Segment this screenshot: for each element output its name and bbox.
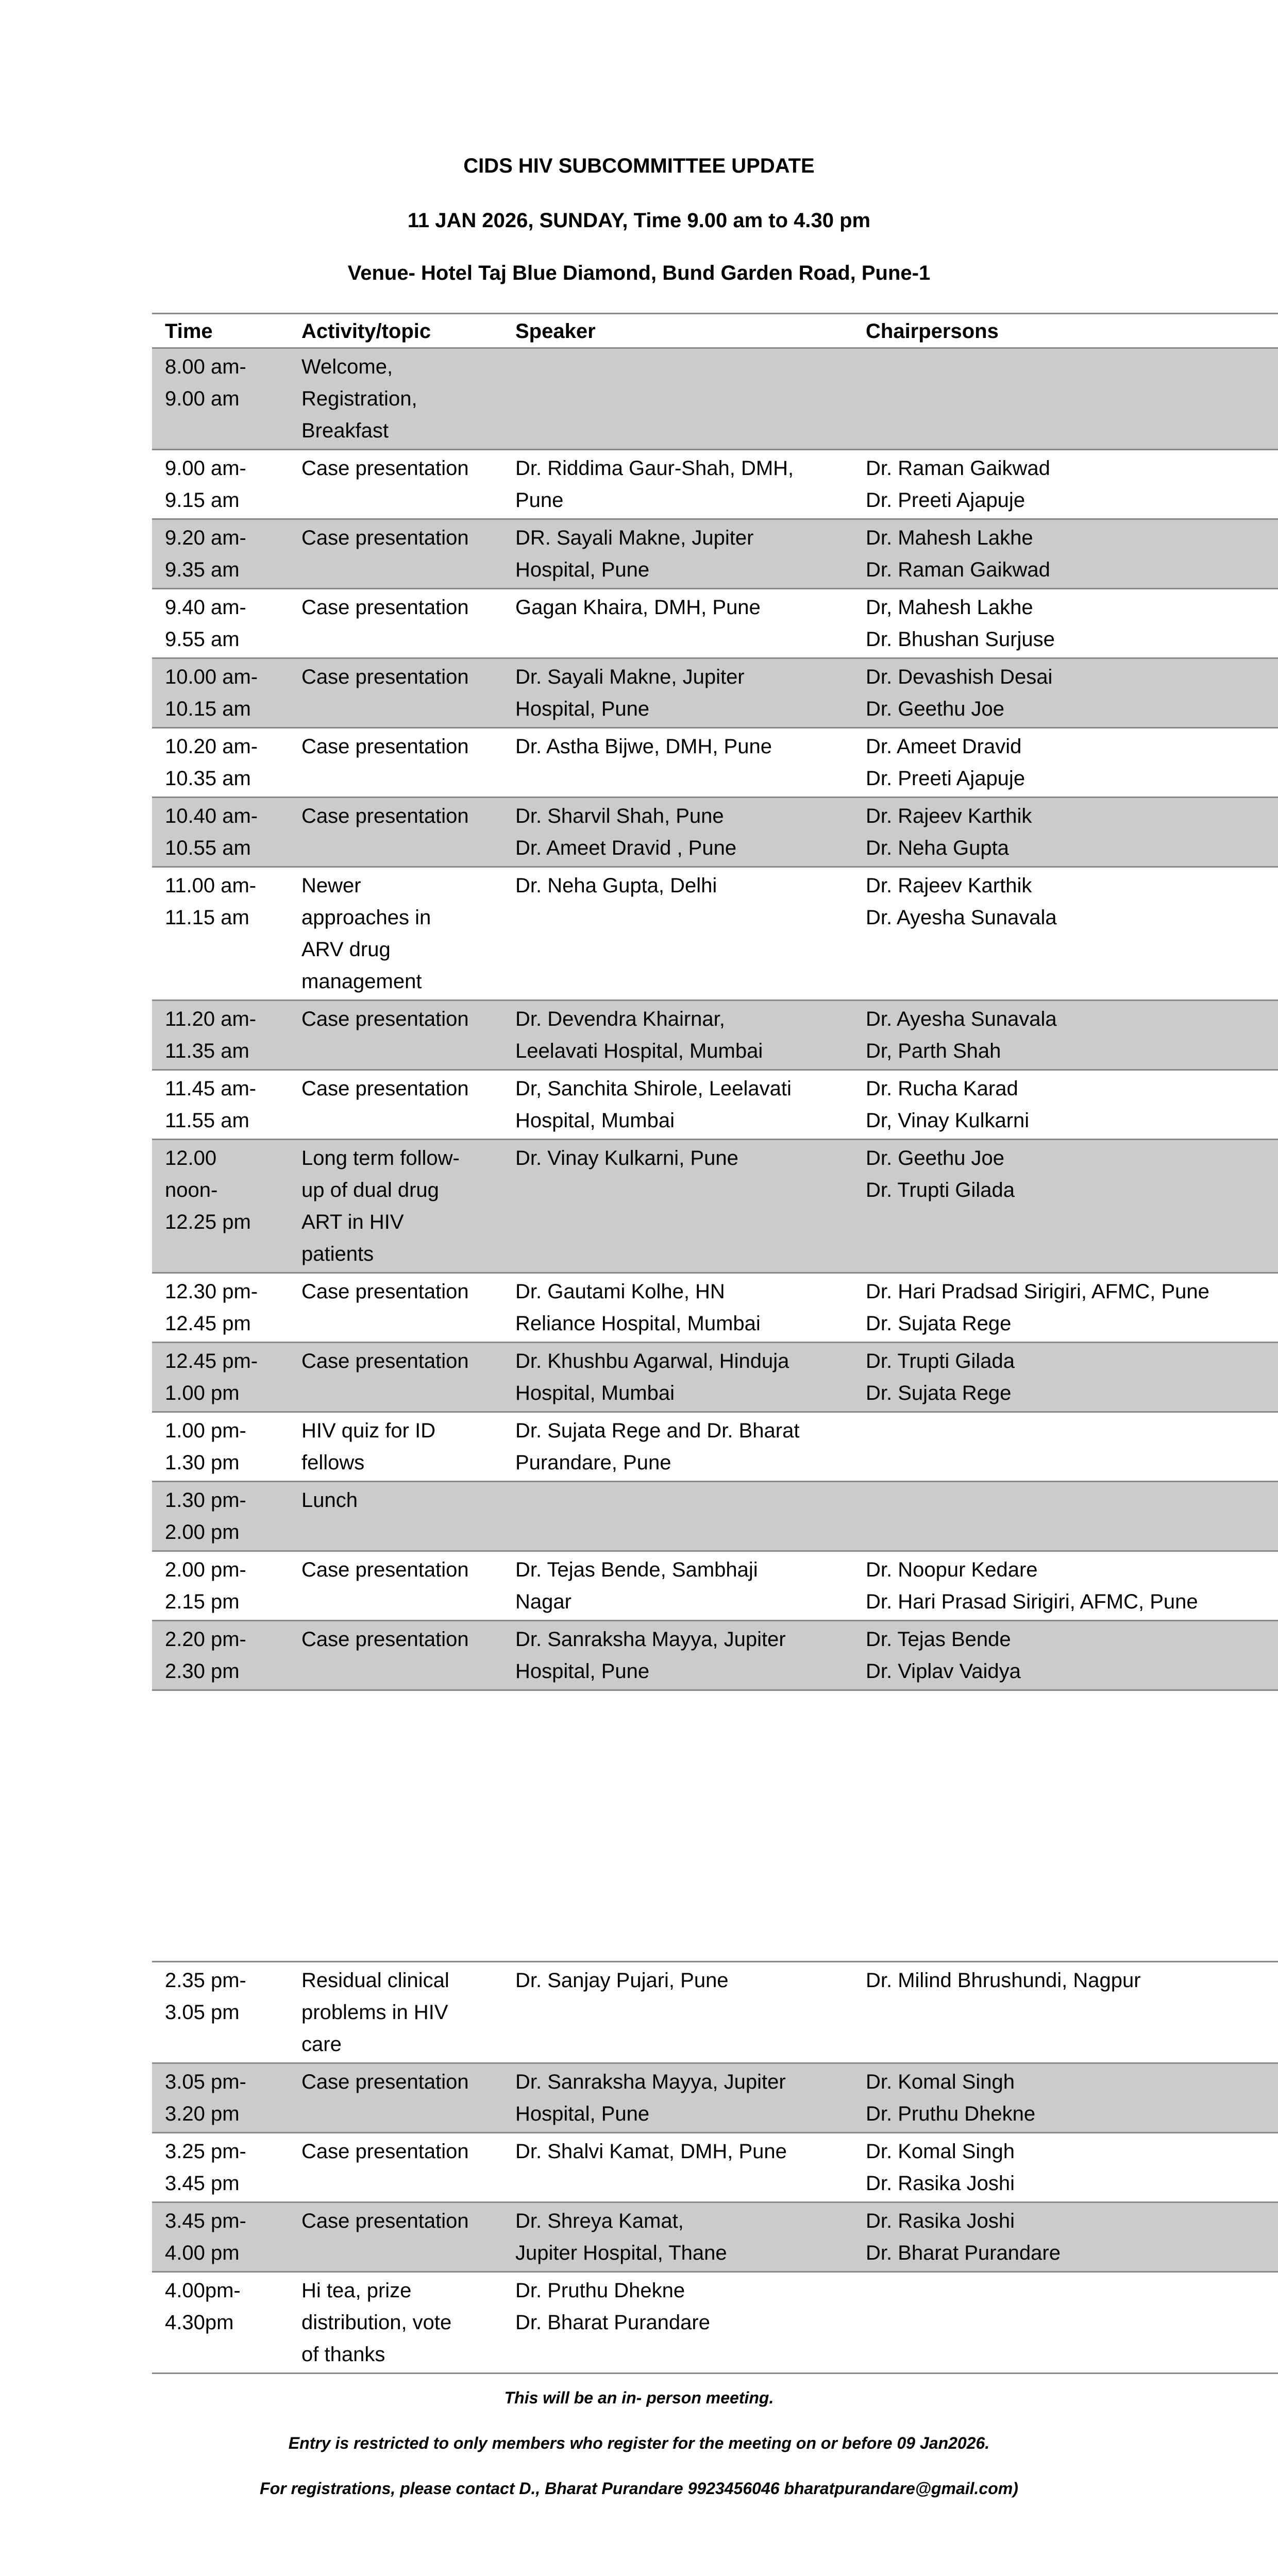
activity-cell-line: approaches in [301, 906, 431, 929]
activity-cell-line: fellows [301, 1451, 365, 1474]
speaker-cell-line: Dr. Ameet Dravid , Pune [515, 837, 737, 859]
time-cell-line: 2.20 pm- [165, 1628, 246, 1651]
chairpersons-cell [853, 1412, 1278, 1482]
chairpersons-cell [853, 728, 1278, 798]
chairpersons-cell [853, 2063, 1278, 2133]
table-row [152, 1551, 1278, 1621]
time-cell-line: 1.30 pm [165, 1451, 240, 1474]
chairpersons-cell-line: Dr, Mahesh Lakhe [866, 596, 1033, 619]
chairpersons-cell [853, 1962, 1278, 2063]
chairpersons-cell-line: Dr. Rajeev Karthik [866, 874, 1032, 897]
activity-cell-line: Case presentation [301, 1280, 469, 1303]
activity-cell [289, 519, 502, 589]
activity-cell-line: management [301, 970, 422, 993]
activity-cell-line: care [301, 2033, 342, 2056]
chairpersons-cell-line: Dr. Hari Pradsad Sirigiri, AFMC, Pune [866, 1280, 1209, 1303]
footer-note-registration: For registrations, please contact D., Bharat Purandare 9923456046 bharatpurandare@gmail.com) [260, 2479, 1018, 2498]
speaker-cell [502, 1070, 853, 1140]
time-cell-line: 11.35 am [165, 1040, 249, 1062]
activity-cell-line: up of dual drug [301, 1179, 439, 1201]
time-cell [152, 589, 289, 658]
chairpersons-cell-line: Dr. Milind Bhrushundi, Nagpur [866, 1969, 1141, 1992]
time-cell-line: 2.15 pm [165, 1590, 240, 1613]
time-cell [152, 1412, 289, 1482]
table-row [152, 658, 1278, 728]
chairpersons-cell-line: Dr. Trupti Gilada [866, 1350, 1015, 1372]
header-speaker: Speaker [502, 314, 853, 348]
activity-cell-line: Case presentation [301, 527, 469, 549]
chairpersons-cell-line: Dr. Sujata Rege [866, 1382, 1012, 1404]
table-row [152, 2133, 1278, 2202]
table-row [152, 519, 1278, 589]
speaker-cell [502, 1482, 853, 1551]
chairpersons-cell-line: Dr. Rucha Karad [866, 1077, 1018, 1100]
time-cell [152, 348, 289, 450]
speaker-cell-line: Hospital, Pune [515, 698, 650, 720]
speaker-cell-line: Dr. Shalvi Kamat, DMH, Pune [515, 2140, 787, 2163]
time-cell-line: 9.15 am [165, 489, 240, 512]
table-row [152, 728, 1278, 798]
time-cell-line: 3.25 pm- [165, 2140, 246, 2163]
schedule-body-part2 [152, 1962, 1278, 2374]
chairpersons-cell-line: Dr. Tejas Bende [866, 1628, 1011, 1651]
activity-cell [289, 1140, 502, 1273]
chairpersons-cell-line: Dr. Rasika Joshi [866, 2210, 1015, 2232]
speaker-cell-line: Dr. Sanraksha Mayya, Jupiter [515, 1628, 786, 1651]
time-cell [152, 1621, 289, 1690]
time-cell-line: 4.30pm [165, 2311, 234, 2334]
activity-cell-line: Welcome, [301, 355, 393, 378]
time-cell-line: 2.35 pm- [165, 1969, 246, 1992]
activity-cell-line: HIV quiz for ID [301, 1419, 436, 1442]
event-venue: Venue- Hotel Taj Blue Diamond, Bund Garden Road, Pune-1 [347, 262, 931, 284]
speaker-cell-line: Dr. Vinay Kulkarni, Pune [515, 1147, 738, 1170]
speaker-cell-line: Dr, Sanchita Shirole, Leelavati [515, 1077, 792, 1100]
time-cell-line: 11.20 am- [165, 1008, 257, 1030]
chairpersons-cell-line: Dr. Raman Gaikwad [866, 558, 1050, 581]
header-chairpersons: Chairpersons [853, 314, 1278, 348]
speaker-cell-line: Leelavati Hospital, Mumbai [515, 1040, 763, 1062]
time-cell [152, 1001, 289, 1070]
chairpersons-cell [853, 798, 1278, 867]
header-time: Time [152, 314, 289, 348]
table-row [152, 348, 1278, 450]
time-cell-line: 3.20 pm [165, 2103, 240, 2125]
chairpersons-cell-line: Dr. Neha Gupta [866, 837, 1009, 859]
chairpersons-cell-line: Dr. Preeti Ajapuje [866, 489, 1025, 512]
table-row [152, 1001, 1278, 1070]
time-cell-line: 10.40 am- [165, 805, 258, 827]
chairpersons-cell [853, 2272, 1278, 2374]
activity-cell-line: ARV drug [301, 938, 391, 961]
speaker-cell-line: Gagan Khaira, DMH, Pune [515, 596, 761, 619]
speaker-cell-line: Hospital, Mumbai [515, 1109, 675, 1132]
activity-cell-line: Case presentation [301, 1350, 469, 1372]
activity-cell [289, 589, 502, 658]
speaker-cell [502, 1343, 853, 1412]
speaker-cell [502, 2133, 853, 2202]
speaker-cell-line: Dr. Sujata Rege and Dr. Bharat [515, 1419, 800, 1442]
time-cell-line: 12.00 [165, 1147, 217, 1170]
speaker-cell [502, 450, 853, 519]
activity-cell [289, 1273, 502, 1343]
chairpersons-cell-line: Dr. Geethu Joe [866, 1147, 1005, 1170]
chairpersons-cell-line: Dr. Ayesha Sunavala [866, 1008, 1057, 1030]
chairpersons-cell [853, 1140, 1278, 1273]
chairpersons-cell [853, 1343, 1278, 1412]
activity-cell [289, 1551, 502, 1621]
activity-cell [289, 2202, 502, 2272]
activity-cell-line: Case presentation [301, 1558, 469, 1581]
footer-note-entry: Entry is restricted to only members who register for the meeting on or before 09 Jan2026. [288, 2434, 990, 2452]
time-cell-line: 9.35 am [165, 558, 240, 581]
speaker-cell-line: Dr. Shreya Kamat, [515, 2210, 684, 2232]
activity-cell [289, 1343, 502, 1412]
speaker-cell [502, 1551, 853, 1621]
chairpersons-cell [853, 348, 1278, 450]
time-cell-line: 4.00pm- [165, 2279, 241, 2302]
time-cell-line: 9.00 am- [165, 457, 246, 480]
activity-cell-line: Residual clinical [301, 1969, 449, 1992]
activity-cell [289, 1001, 502, 1070]
chairpersons-cell [853, 1001, 1278, 1070]
time-cell-line: 2.30 pm [165, 1660, 240, 1683]
speaker-cell-line: Dr. Astha Bijwe, DMH, Pune [515, 735, 772, 758]
header-activity: Activity/topic [289, 314, 502, 348]
time-cell [152, 2202, 289, 2272]
chairpersons-cell [853, 1621, 1278, 1690]
speaker-cell [502, 2202, 853, 2272]
time-cell-line: 12.45 pm- [165, 1350, 258, 1372]
speaker-cell [502, 728, 853, 798]
activity-cell [289, 2063, 502, 2133]
time-cell-line: 10.20 am- [165, 735, 258, 758]
chairpersons-cell-line: Dr. Noopur Kedare [866, 1558, 1038, 1581]
time-cell [152, 867, 289, 1001]
speaker-cell-line: Dr. Devendra Khairnar, [515, 1008, 725, 1030]
schedule-table-part2 [152, 1961, 1278, 2374]
time-cell-line: 2.00 pm [165, 1521, 240, 1544]
speaker-cell [502, 658, 853, 728]
activity-cell-line: Registration, [301, 387, 417, 410]
activity-cell [289, 867, 502, 1001]
table-row [152, 1273, 1278, 1343]
chairpersons-cell [853, 658, 1278, 728]
chairpersons-cell-line: Dr. Raman Gaikwad [866, 457, 1050, 480]
time-cell-line: 8.00 am- [165, 355, 246, 378]
time-cell-line: 11.00 am- [165, 874, 257, 897]
chairpersons-cell-line: Dr. Viplav Vaidya [866, 1660, 1021, 1683]
table-row [152, 2063, 1278, 2133]
activity-cell-line: Case presentation [301, 666, 469, 688]
table-row [152, 2272, 1278, 2374]
time-cell [152, 1962, 289, 2063]
time-cell [152, 2133, 289, 2202]
speaker-cell [502, 348, 853, 450]
time-cell-line: 9.20 am- [165, 527, 246, 549]
time-cell-line: 1.00 pm [165, 1382, 240, 1404]
activity-cell [289, 1412, 502, 1482]
table-row [152, 867, 1278, 1001]
activity-cell [289, 1482, 502, 1551]
schedule-table-part1 [152, 313, 1278, 1691]
activity-cell [289, 450, 502, 519]
time-cell-line: 9.55 am [165, 628, 240, 651]
table-header-row [152, 314, 1278, 348]
table-row [152, 2202, 1278, 2272]
chairpersons-cell-line: Dr. Ayesha Sunavala [866, 906, 1057, 929]
chairpersons-cell-line: Dr. Mahesh Lakhe [866, 527, 1033, 549]
speaker-cell-line: Reliance Hospital, Mumbai [515, 1312, 761, 1335]
speaker-cell-line: Dr. Bharat Purandare [515, 2311, 710, 2334]
activity-cell [289, 1621, 502, 1690]
time-cell-line: 3.05 pm- [165, 2071, 246, 2093]
chairpersons-cell-line: Dr. Komal Singh [866, 2140, 1015, 2163]
speaker-cell-line: Nagar [515, 1590, 571, 1613]
table-row [152, 589, 1278, 658]
speaker-cell [502, 1273, 853, 1343]
speaker-cell-line: Hospital, Pune [515, 2103, 650, 2125]
activity-cell-line: Long term follow- [301, 1147, 460, 1170]
time-cell [152, 1482, 289, 1551]
speaker-cell-line: Hospital, Pune [515, 558, 650, 581]
speaker-cell-line: Dr. Khushbu Agarwal, Hinduja [515, 1350, 789, 1372]
time-cell [152, 1070, 289, 1140]
time-cell [152, 1273, 289, 1343]
activity-cell [289, 348, 502, 450]
time-cell [152, 798, 289, 867]
time-cell [152, 1140, 289, 1273]
chairpersons-cell-line: Dr. Geethu Joe [866, 698, 1005, 720]
activity-cell-line: Case presentation [301, 2140, 469, 2163]
time-cell-line: 1.30 pm- [165, 1489, 246, 1512]
time-cell [152, 450, 289, 519]
time-cell [152, 519, 289, 589]
activity-cell-line: Case presentation [301, 1628, 469, 1651]
activity-cell-line: Lunch [301, 1489, 358, 1512]
chairpersons-cell [853, 1273, 1278, 1343]
speaker-cell [502, 519, 853, 589]
time-cell-line: 2.00 pm- [165, 1558, 246, 1581]
chairpersons-cell-line: Dr. Ameet Dravid [866, 735, 1022, 758]
speaker-cell-line: Dr. Riddima Gaur-Shah, DMH, [515, 457, 794, 480]
chairpersons-cell-line: Dr. Preeti Ajapuje [866, 767, 1025, 790]
speaker-cell [502, 589, 853, 658]
schedule-body-part1 [152, 348, 1278, 1690]
activity-cell-line: distribution, vote [301, 2311, 452, 2334]
chairpersons-cell-line: Dr, Vinay Kulkarni [866, 1109, 1030, 1132]
activity-cell-line: Case presentation [301, 2071, 469, 2093]
activity-cell-line: Newer [301, 874, 361, 897]
activity-cell [289, 798, 502, 867]
activity-cell [289, 658, 502, 728]
activity-cell-line: Breakfast [301, 419, 389, 442]
time-cell-line: 9.40 am- [165, 596, 246, 619]
time-cell [152, 1343, 289, 1412]
chairpersons-cell [853, 867, 1278, 1001]
chairpersons-cell [853, 2133, 1278, 2202]
activity-cell-line: problems in HIV [301, 2001, 448, 2024]
table-row [152, 450, 1278, 519]
time-cell-line: 1.00 pm- [165, 1419, 246, 1442]
table-row [152, 1482, 1278, 1551]
time-cell-line: 11.45 am- [165, 1077, 257, 1100]
chairpersons-cell [853, 589, 1278, 658]
time-cell [152, 2272, 289, 2374]
time-cell-line: 10.15 am [165, 698, 251, 720]
time-cell-line: 11.15 am [165, 906, 249, 929]
chairpersons-cell-line: Dr. Sujata Rege [866, 1312, 1012, 1335]
speaker-cell-line: Pune [515, 489, 564, 512]
speaker-cell-line: Hospital, Mumbai [515, 1382, 675, 1404]
time-cell-line: 10.00 am- [165, 666, 258, 688]
time-cell-line: 10.35 am [165, 767, 251, 790]
speaker-cell [502, 1621, 853, 1690]
chairpersons-cell-line: Dr. Trupti Gilada [866, 1179, 1015, 1201]
time-cell-line: noon- [165, 1179, 218, 1201]
table-row [152, 1621, 1278, 1690]
chairpersons-cell-line: Dr. Rasika Joshi [866, 2172, 1015, 2195]
activity-cell [289, 2272, 502, 2374]
activity-cell-line: Case presentation [301, 457, 469, 480]
time-cell-line: 9.00 am [165, 387, 240, 410]
activity-cell [289, 1070, 502, 1140]
activity-cell-line: Case presentation [301, 1077, 469, 1100]
chairpersons-cell [853, 1070, 1278, 1140]
speaker-cell-line: Dr. Neha Gupta, Delhi [515, 874, 717, 897]
speaker-cell-line: Dr. Sanjay Pujari, Pune [515, 1969, 729, 1992]
speaker-cell-line: Dr. Gautami Kolhe, HN [515, 1280, 725, 1303]
speaker-cell-line: Hospital, Pune [515, 1660, 650, 1683]
speaker-cell-line: Purandare, Pune [515, 1451, 671, 1474]
chairpersons-cell-line: Dr. Bharat Purandare [866, 2242, 1061, 2264]
activity-cell-line: Hi tea, prize [301, 2279, 412, 2302]
chairpersons-cell [853, 2202, 1278, 2272]
table-row [152, 1343, 1278, 1412]
chairpersons-cell [853, 1482, 1278, 1551]
time-cell [152, 1551, 289, 1621]
chairpersons-cell-line: Dr. Bhushan Surjuse [866, 628, 1055, 651]
time-cell-line: 12.30 pm- [165, 1280, 258, 1303]
time-cell [152, 658, 289, 728]
speaker-cell [502, 867, 853, 1001]
activity-cell-line: Case presentation [301, 2210, 469, 2232]
time-cell-line: 11.55 am [165, 1109, 249, 1132]
time-cell-line: 10.55 am [165, 837, 251, 859]
speaker-cell [502, 1140, 853, 1273]
activity-cell [289, 2133, 502, 2202]
speaker-cell-line: Dr. Tejas Bende, Sambhaji [515, 1558, 758, 1581]
speaker-cell-line: Dr. Sanraksha Mayya, Jupiter [515, 2071, 786, 2093]
time-cell-line: 3.05 pm [165, 2001, 240, 2024]
document-title: CIDS HIV SUBCOMMITTEE UPDATE [463, 155, 815, 177]
chairpersons-cell [853, 519, 1278, 589]
time-cell-line: 3.45 pm [165, 2172, 240, 2195]
time-cell-line: 12.25 pm [165, 1211, 251, 1233]
speaker-cell [502, 2063, 853, 2133]
speaker-cell [502, 798, 853, 867]
speaker-cell [502, 1001, 853, 1070]
chairpersons-cell-line: Dr. Komal Singh [866, 2071, 1015, 2093]
speaker-cell [502, 1412, 853, 1482]
activity-cell-line: Case presentation [301, 596, 469, 619]
chairpersons-cell [853, 1551, 1278, 1621]
activity-cell-line: Case presentation [301, 735, 469, 758]
chairpersons-cell [853, 450, 1278, 519]
speaker-cell-line: Dr. Sayali Makne, Jupiter [515, 666, 745, 688]
chairpersons-cell-line: Dr. Pruthu Dhekne [866, 2103, 1036, 2125]
activity-cell-line: patients [301, 1243, 374, 1265]
table-row [152, 1962, 1278, 2063]
chairpersons-cell-line: Dr. Hari Prasad Sirigiri, AFMC, Pune [866, 1590, 1198, 1613]
speaker-cell-line: DR. Sayali Makne, Jupiter [515, 527, 754, 549]
speaker-cell-line: Jupiter Hospital, Thane [515, 2242, 727, 2264]
table-row [152, 798, 1278, 867]
chairpersons-cell-line: Dr, Parth Shah [866, 1040, 1001, 1062]
activity-cell-line: ART in HIV [301, 1211, 404, 1233]
activity-cell-line: Case presentation [301, 1008, 469, 1030]
event-date-time: 11 JAN 2026, SUNDAY, Time 9.00 am to 4.30 pm [407, 209, 871, 232]
table-row [152, 1412, 1278, 1482]
speaker-cell [502, 1962, 853, 2063]
time-cell [152, 728, 289, 798]
chairpersons-cell-line: Dr. Devashish Desai [866, 666, 1053, 688]
chairpersons-cell-line: Dr. Rajeev Karthik [866, 805, 1032, 827]
time-cell [152, 2063, 289, 2133]
time-cell-line: 4.00 pm [165, 2242, 240, 2264]
activity-cell-line: of thanks [301, 2343, 385, 2366]
time-cell-line: 3.45 pm- [165, 2210, 246, 2232]
activity-cell-line: Case presentation [301, 805, 469, 827]
activity-cell [289, 1962, 502, 2063]
speaker-cell [502, 2272, 853, 2374]
table-row [152, 1070, 1278, 1140]
footer-note-in-person: This will be an in- person meeting. [504, 2388, 774, 2407]
time-cell-line: 12.45 pm [165, 1312, 251, 1335]
activity-cell [289, 728, 502, 798]
table-row [152, 1140, 1278, 1273]
speaker-cell-line: Dr. Sharvil Shah, Pune [515, 805, 724, 827]
speaker-cell-line: Dr. Pruthu Dhekne [515, 2279, 685, 2302]
